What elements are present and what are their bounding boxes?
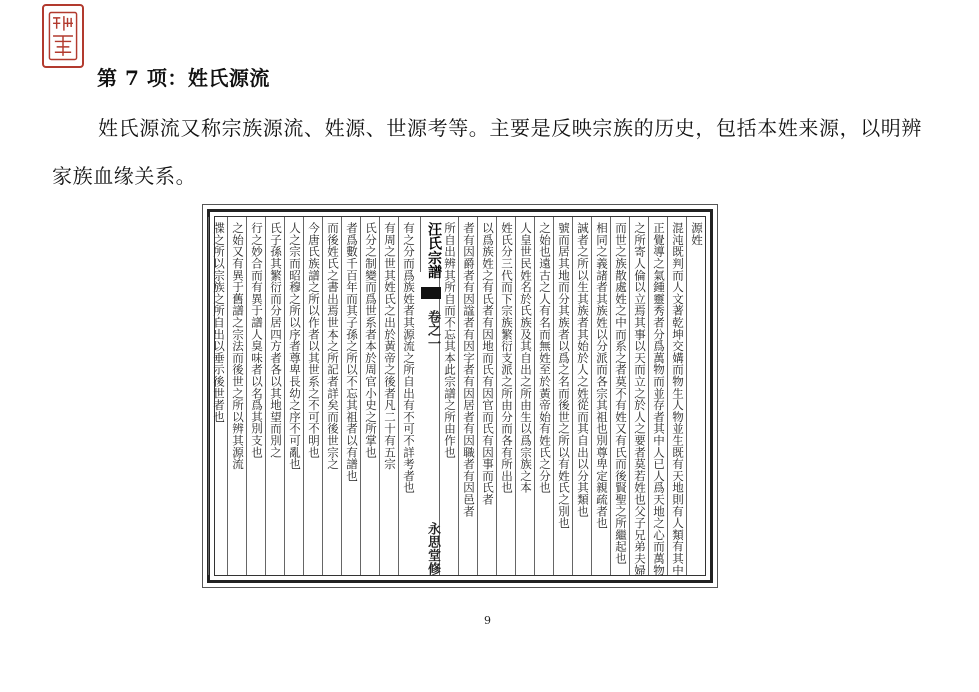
scan-text-column: 氏分之制變而爲世系者本於周官小史之所掌也 bbox=[360, 217, 380, 575]
scan-text-column: 者爲數千百年而其子孫之所以不忘其祖者以有譜也 bbox=[341, 217, 361, 575]
scan-text-column: 今唐氏族譜之所以作者以其世系之不可不明也 bbox=[303, 217, 323, 575]
scan-text-column: 正覺導之氣鍾靈秀者分爲萬物而並存者其中人已人爲天地之心而萬物 bbox=[648, 217, 668, 575]
seal-stamp bbox=[42, 4, 84, 68]
scan-outer-frame bbox=[207, 209, 713, 583]
scan-text-column: 之始又有異于舊譜之宗法而後世之所以辨其源流 bbox=[227, 217, 247, 575]
scan-text-column: 源姓 bbox=[686, 217, 706, 575]
fishtail-mark-icon bbox=[421, 287, 441, 299]
scan-text-column: 之所寄人倫以立焉其事以天而立之於人之要者莫若姓也父子兄弟夫婦 bbox=[629, 217, 649, 575]
scan-text-column: 行之妙合而有異于譜人臭味者以名爲其別支也 bbox=[246, 217, 266, 575]
genealogy-scan-image bbox=[202, 204, 718, 588]
scan-volume-label: 卷之一 bbox=[425, 310, 440, 350]
scan-text-column: 相同之義諸者其族姓以分派而各宗其祖也別尊卑定親疏者也 bbox=[591, 217, 611, 575]
scan-text-column: 人皇世民姓名於氏族及其自出之所由生以爲宗族之本 bbox=[515, 217, 535, 575]
scan-text-column: 而世之族散處姓之中而系之者莫不有姓又有氏而後賢聖之所繼起也 bbox=[610, 217, 630, 575]
scan-text-column: 有周之世其姓氏之出於黃帝之後者凡二十有五宗 bbox=[379, 217, 399, 575]
scan-text-column: 氏子孫其繁衍而分居四方者各以其地望而別之 bbox=[265, 217, 285, 575]
scan-hall-label: 永思堂修 bbox=[425, 522, 440, 576]
scan-text-column: 混沌既判而人文著乾坤交媾而物生人物並生既有天地則有人類有其中 bbox=[667, 217, 687, 575]
section-paragraph: 姓氏源流又称宗族源流、姓源、世源考等。主要是反映宗族的历史，包括本姓来源，以明辨家族血缘关系。 bbox=[52, 116, 922, 188]
seal-glyph-icon bbox=[44, 6, 82, 66]
scan-text-column: 以爲族姓之有氏者有因地而氏有因官而氏有因事而氏者 bbox=[477, 217, 497, 575]
scan-text-column: 所自出辨其所自而不忘其本此宗譜之所由作也 bbox=[439, 217, 459, 575]
scan-text-column: 姓氏分三代而下宗族繁衍支派之所由分而各有所出也 bbox=[496, 217, 516, 575]
scan-text-column: 而後姓氏之書出焉世本之所記者詳矣而後世宗之 bbox=[322, 217, 342, 575]
scan-text-column: 人之宗而昭穆之所以序者尊卑長幼之序不可亂也 bbox=[284, 217, 304, 575]
section-heading: 第 7 项：姓氏源流 bbox=[97, 66, 270, 90]
scan-text-column: 有之分而爲族姓者其源流之所自出有不可不詳考者也 bbox=[398, 217, 418, 575]
scan-inner-frame bbox=[214, 216, 706, 576]
scan-text-column: 號而居其地而分其族者以爲之名而後世之所以有姓氏之別也 bbox=[553, 217, 573, 575]
scan-text-column: 牒之所以宗族之所自出以垂示後世者也 bbox=[208, 217, 228, 575]
scan-book-title: 汪氏宗譜 bbox=[420, 217, 443, 272]
scan-text-column: 者有因爵者有因諡者有因字者有因居者有因職者有因邑者 bbox=[458, 217, 478, 575]
page-number: 9 bbox=[484, 614, 491, 627]
scan-text-column: 之始也遠古之人有名而無姓至於黃帝始有姓氏之分也 bbox=[534, 217, 554, 575]
scan-text-column: 誠者之所以生其族者其始於人之姓從而其自出以分其類也 bbox=[572, 217, 592, 575]
